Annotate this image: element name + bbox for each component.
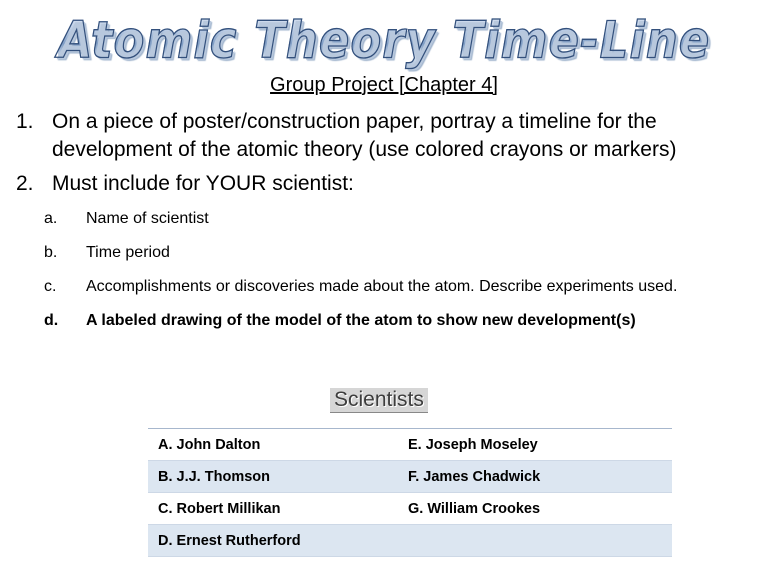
table-cell-left: C. Robert Millikan [158,500,281,517]
sub-list-item-text: Name of scientist [86,210,209,227]
slide-title-wordart [0,8,768,70]
table-cell-left: D. Ernest Rutherford [158,532,301,549]
list-item-text: Must include for YOUR scientist: [52,172,354,195]
sub-list-item [44,240,752,266]
table-row [148,493,672,525]
table-cell-left: B. J.J. Thomson [158,468,270,485]
scientists-heading: Scientists [330,388,428,413]
list-item [16,170,752,198]
sub-list-item-number: d. [44,312,59,329]
table-row [148,461,672,493]
table-cell-right: G. William Crookes [408,500,541,517]
table-cell-right: E. Joseph Moseley [408,436,538,453]
scientists-table [148,428,672,557]
slide-body [16,108,752,334]
sub-list-item-text: Time period [86,244,170,261]
list-item-number: 1. [16,110,34,133]
sub-list-item [44,206,752,232]
sub-list-item-number: b. [44,244,58,261]
list-item [16,108,752,164]
list-item-number: 2. [16,172,34,195]
sub-list-item [44,308,752,334]
sub-list-item-number: a. [44,210,58,227]
table-row [148,429,672,461]
table-cell-left: A. John Dalton [158,436,261,453]
sub-list-item-text: A labeled drawing of the model of the atom to show new development(s) [86,312,636,329]
table-cell-right: F. James Chadwick [408,468,541,485]
table-row [148,525,672,557]
sub-list-item [44,274,752,300]
slide-title-text: Atomic Theory Time-Line [58,8,711,73]
sub-list-item-number: c. [44,278,57,295]
list-item-text: On a piece of poster/construction paper, portray a timeline for the development of the atomic theory (use colored crayons or markers) [52,110,677,161]
slide-subtitle: Group Project [Chapter 4] [270,74,498,96]
sub-list-item-text: Accomplishments or discoveries made about the atom. Describe experiments used. [86,278,678,295]
